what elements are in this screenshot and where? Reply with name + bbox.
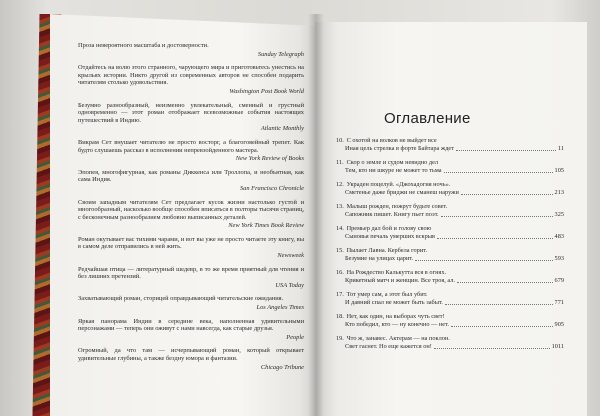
- toc-entry-number: 19.: [336, 335, 344, 342]
- review-text: Захватывающий роман, сторицей оправдывающий читательские ожидания.: [78, 295, 284, 303]
- review-block: [78, 102, 304, 133]
- review-block: [78, 139, 304, 163]
- toc-entry-line1: Нет, как один, на выборах чуть свет!: [346, 313, 445, 320]
- toc-entry-line1: Что ж, занавес. Актерам — на поклон.: [346, 335, 450, 342]
- toc-entry: [336, 137, 564, 153]
- toc-entry: [336, 269, 564, 285]
- toc-entry: [336, 225, 564, 241]
- reviews-column: [78, 42, 304, 377]
- review-block: [78, 169, 304, 193]
- toc-leader-dots: [456, 145, 556, 151]
- review-block: [78, 295, 304, 311]
- review-source: San Francisco Chronicle: [239, 184, 304, 192]
- toc-entry-line1: Премьер дал бой и голову свою: [346, 225, 432, 232]
- toc-entry-page: 325: [554, 210, 564, 218]
- toc-entry-line1: Малыш рожден, пожрут будьте совет.: [346, 203, 448, 210]
- review-block: [78, 318, 304, 342]
- review-source: Atlantic Monthly: [260, 125, 304, 133]
- toc-entry-line1: Пылает Лавна. Кербела горит.: [346, 247, 428, 254]
- toc-entry-line2: Свет гаснет. Но еще кажется он!: [345, 342, 432, 350]
- toc-entry-number: 16.: [336, 269, 344, 276]
- toc-entry-number: 11.: [336, 159, 344, 166]
- toc-entry-line2: Сапожник пишет. Книгу пьет поэт.: [345, 210, 439, 218]
- toc-entry-page: 483: [554, 232, 564, 240]
- toc-entry-line1: Украден поцелуй. «Джохадогия ночь».: [346, 181, 451, 188]
- toc-entry-number: 15.: [336, 247, 344, 254]
- toc-entry: [336, 181, 564, 197]
- toc-entry-line2: Кто победил, кто — ну конечно — нет.: [345, 320, 449, 328]
- toc-entry-page: 905: [554, 320, 564, 328]
- toc-entry-number: 13.: [336, 203, 344, 210]
- toc-entry-line2: Тем, кто ни шкуре не может то тьма: [345, 166, 442, 174]
- toc-leader-dots: [457, 277, 553, 283]
- review-block: [78, 347, 304, 371]
- book-gutter-shadow: [308, 14, 324, 416]
- toc-entry-page: 105: [554, 166, 564, 174]
- review-text: Безумно разнообразный, неизменно увлекательный, сменный и грустный одновременно — этот роман отображает всевозможные события настоящих путешествий в Индию.: [78, 101, 304, 124]
- toc-leader-dots: [461, 189, 553, 195]
- toc-list: [336, 137, 564, 357]
- review-source: Washington Post Book World: [229, 87, 304, 95]
- review-text: Викрам Сет внушает читателю не просто восторг, а благоговейный трепет. Как будто слушаешь рассказ в исполнении непревзойденного мастера.: [78, 138, 304, 154]
- toc-leader-dots: [445, 299, 553, 305]
- toc-entry-line1: С охотой на волков не выйдет все: [346, 137, 437, 144]
- review-source: New York Review of Books: [235, 155, 304, 163]
- toc-entry-line2: И давний спал не может быть забыт.: [345, 298, 443, 306]
- toc-entry-number: 18.: [336, 313, 344, 320]
- toc-entry: [336, 291, 564, 307]
- toc-entry: [336, 313, 564, 329]
- review-text: Яркая панорама Индии в середине века, наполненная удивительными персонажами — теперь они оживут с нами навсегда, как старые друзья.: [78, 317, 304, 333]
- toc-leader-dots: [434, 343, 550, 349]
- toc-entry-number: 14.: [336, 225, 344, 232]
- toc-leader-dots: [415, 255, 552, 261]
- review-source: Los Angeles Times: [256, 304, 304, 312]
- review-source: People: [286, 333, 304, 341]
- review-text: Роман окутывает вас тихими чарами, и вот вы уже не просто читаете эту книгу, вы в самом деле отправились в ней жить.: [78, 235, 304, 251]
- toc-entry-page: 11: [557, 144, 564, 152]
- review-source: New York Times Book Review: [228, 222, 304, 230]
- toc-entry-line1: Скор о земле и судом невидно дел: [346, 159, 439, 166]
- toc-entry-line1: Тот умер сам, а этот был убит.: [346, 291, 428, 298]
- review-block: [78, 266, 304, 290]
- review-block: [78, 236, 304, 260]
- toc-leader-dots: [437, 233, 553, 239]
- toc-leader-dots: [441, 211, 553, 217]
- toc-entry-line2: Иная цель стрелка в форте Байтара ждет: [345, 144, 454, 152]
- toc-entry-page: 679: [554, 276, 564, 284]
- toc-entry-line2: Крикетный матч и женщин. Все троя, ал.: [345, 276, 455, 284]
- review-block: [78, 64, 304, 95]
- toc-entry-line1: На Рождество Калькутта вся в огнях.: [346, 269, 447, 276]
- review-text: Огромный, да что там — исчерпывающий роман, который открывает удивительные глубины, а также бездну юмора и фантазии.: [78, 347, 304, 362]
- toc-entry-line2: Сметенье даже бриджи не сманеш наружи: [345, 188, 459, 196]
- review-source: Sunday Telegraph: [257, 50, 304, 58]
- review-source: Chicago Tribune: [260, 363, 304, 371]
- toc-entry-page: 593: [554, 254, 564, 262]
- toc-entry: [336, 335, 564, 351]
- review-text: Своим западным читателям Сет предлагает кусок жизни настолько густой и многообразный, насколько вообще способен вписаться в полторы тысячи страниц, с бесконечным разнообразием любовно выписанных деталей.: [78, 198, 304, 221]
- toc-entry: [336, 203, 564, 219]
- toc-entry-number: 12.: [336, 181, 344, 188]
- toc-entry-page: 1011: [551, 342, 564, 350]
- review-source: USA Today: [275, 281, 304, 289]
- toc-entry: [336, 247, 564, 263]
- toc-leader-dots: [451, 321, 553, 327]
- review-text: Проза невероятного масштаба и достоверности.: [78, 42, 209, 49]
- toc-entry: [336, 159, 564, 175]
- toc-entry-line2: Сыновья печаль умерших вскрыв: [345, 232, 435, 240]
- toc-title: Оглавление: [384, 110, 471, 127]
- toc-entry-number: 17.: [336, 291, 344, 298]
- review-text: Отдайтесь на волю этого странного, чарующего мира и приготовьтесь унестись на крыльях истории. Никто другой из современных авторов не способен подарить читателям столько удовольствия.: [78, 64, 304, 87]
- toc-entry-page: 213: [554, 188, 564, 196]
- review-text: Эпопея, многофигурная, как романы Диккенса или Троллопа, и необъятная, как сама Индия.: [78, 168, 304, 184]
- toc-entry-number: 10.: [336, 137, 344, 144]
- review-source: Newsweek: [277, 252, 304, 260]
- toc-entry-line2: Безумие на улицах царит.: [345, 254, 414, 262]
- toc-entry-page: 771: [554, 298, 564, 306]
- review-text: Редчайшая птица — литературный шедевр, в то же время приятный для чтения и без лишних претензий.: [78, 265, 304, 281]
- review-block: [78, 199, 304, 230]
- toc-leader-dots: [444, 167, 553, 173]
- review-block: [78, 42, 304, 58]
